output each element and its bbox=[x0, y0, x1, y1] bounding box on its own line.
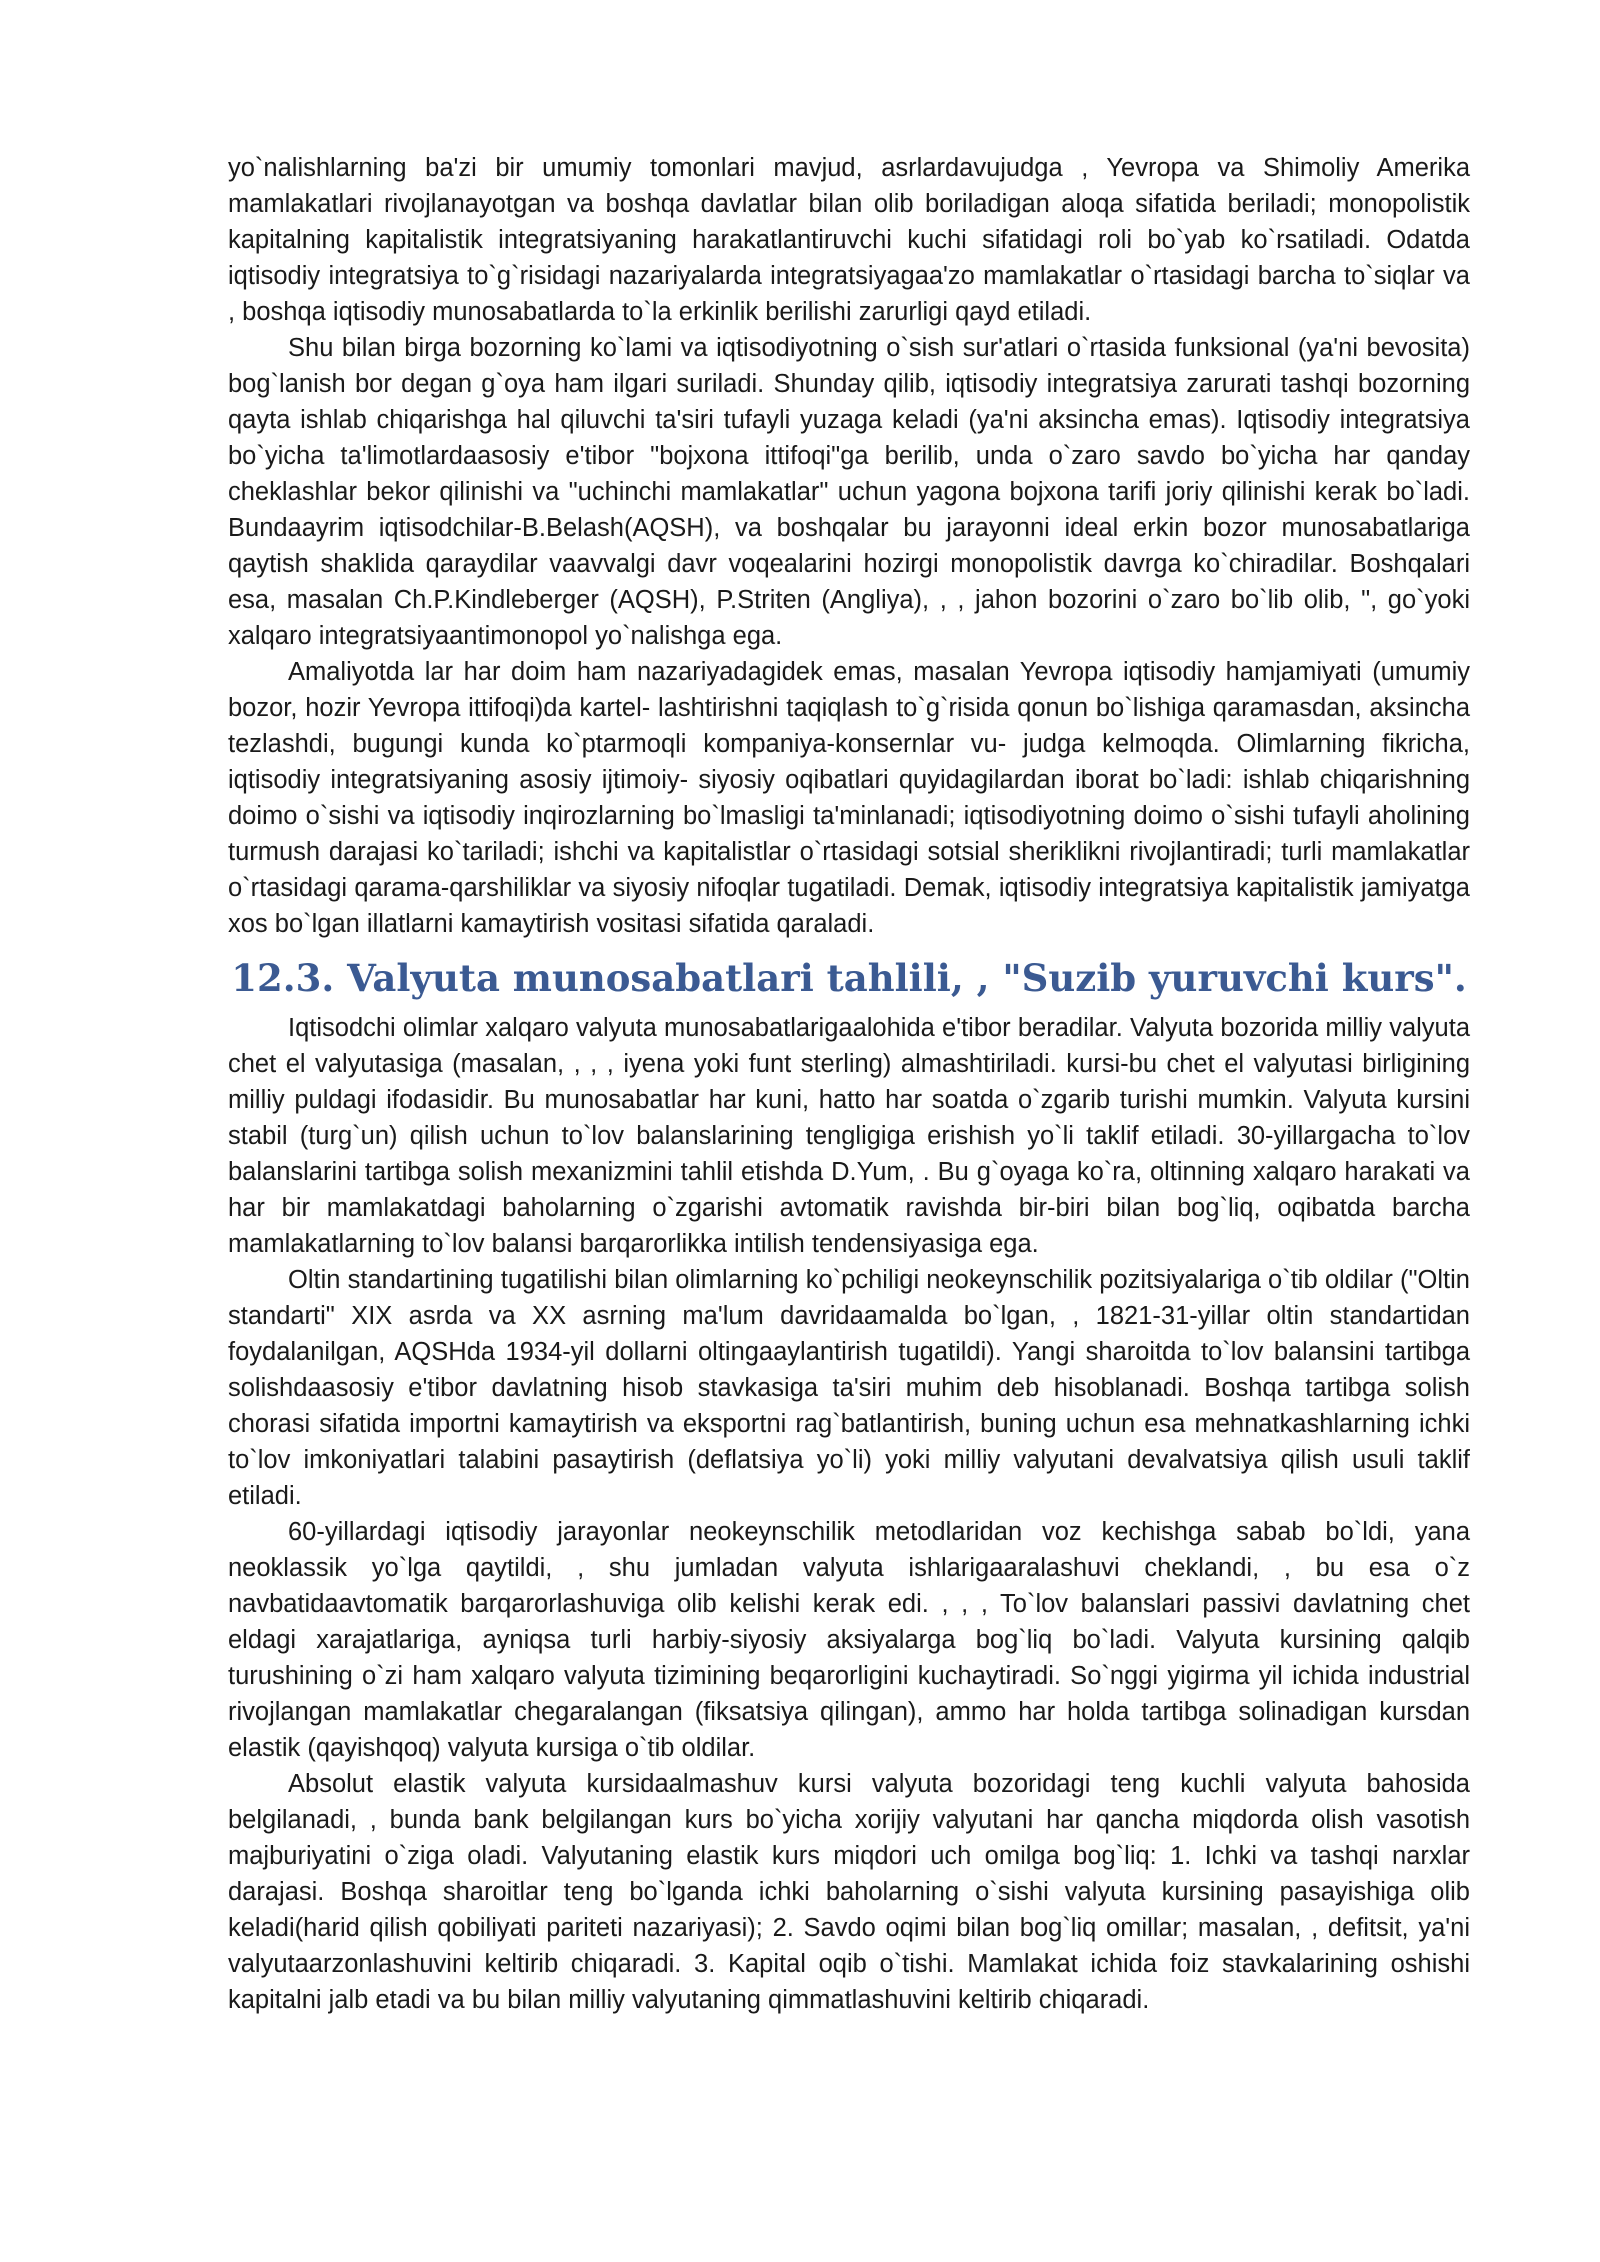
paragraph-sixties: 60-yillardagi iqtisodiy jarayonlar neokeynschilik metodlaridan voz kechishga sabab bo`ldi, yana neoklassik yo`lga qaytildi, , shu jumladan valyuta ishlarigaaralashuvi cheklandi, , bu esa o`z navbatidaavtomatik barqarorlashuviga olib kelishi kerak edi. , , , To`lov balanslari passivi davlatning chet eldagi xarajatlariga, ayniqsa turli harbiy-siyosiy aksiyalarga bog`liq bo`ladi. Valyuta kursining qalqib turushining o`zi ham xalqaro valyuta tizimining beqarorligini kuchaytiradi. So`nggi yigirma yil ichida industrial rivojlangan mamlakatlar chegaralangan (fiksatsiya qilingan), ammo har holda tartibga solinadigan kursdan elastik (qayishqoq) valyuta kursiga o`tib oldilar. bbox=[228, 1518, 1470, 1762]
paragraph-currency-relations: Iqtisodchi olimlar xalqaro valyuta munosabatlarigaalohida e'tibor beradilar. Valyuta bozorida milliy valyuta chet el valyutasiga (masalan, , , , iyena yoki funt sterling) almashtiriladi. kursi-bu chet el valyutasi birligining milliy puldagi ifodasidir. Bu munosabatlar har kuni, hatto har soatda o`zgarib turishi mumkin. Valyuta kursini stabil (turg`un) qilish uchun to`lov balanslarining tengligiga erishish yo`li taklif etiladi. 30-yillargacha to`lov balanslarini tartibga solish mexanizmini tahlil etishda D.Yum, . Bu g`oyaga ko`ra, oltinning xalqaro harakati va har bir mamlakatdagi baholarning o`zgarishi avtomatik ravishda bir-biri bilan bog`liq, oqibatda barcha mamlakatlarning to`lov balansi barqarorlikka intilish tendensiyasiga ega. bbox=[228, 1014, 1470, 1258]
paragraph-practice: Amaliyotda lar har doim ham nazariyadagidek emas, masalan Yevropa iqtisodiy hamjamiyati (umumiy bozor, hozir Yevropa ittifoqi)da kartel- lashtirishni taqiqlash to`g`risida qonun bo`lishiga qaramasdan, aksincha tezlashdi, bugungi kunda ko`ptarmoqli kompaniya-konsernlar vu- judga kelmoqda. Olimlarning fikricha, iqtisodiy integratsiyaning asosiy ijtimoiy- siyosiy oqibatlari quyidagilardan iborat bo`ladi: ishlab chiqarishning doimo o`sishi va iqtisodiy inqirozlarning bo`lmasligi ta'minlanadi; iqtisodiyotning doimo o`sishi tufayli aholining turmush darajasi ko`tariladi; ishchi va kapitalistlar o`rtasidagi sotsial sheriklikni rivojlantiradi; turli mamlakatlar o`rtasidagi qarama-qarshiliklar va siyosiy nifoqlar tugatiladi. Demak, iqtisodiy integratsiya kapitalistik jamiyatga xos bo`lgan illatlarni kamaytirish vositasi sifatida qaraladi. bbox=[228, 658, 1470, 938]
paragraph-gold-standard: Oltin standartining tugatilishi bilan olimlarning ko`pchiligi neokeynschilik pozitsiyalariga o`tib oldilar ("Oltin standarti" XIX asrda va XX asrning ma'lum davridaamalda bo`lgan, , 1821-31-yillar oltin standartidan foydalanilgan, AQSHda 1934-yil dollarni oltingaaylantirish tugatildi). Yangi sharoitda to`lov balansini tartibga solishdaasosiy e'tibor davlatning hisob stavkasiga ta'siri muhim deb hisoblanadi. Boshqa tartibga solish chorasi sifatida importni kamaytirish va eksportni rag`batlantirish, buning uchun esa mehnatkashlarning ichki to`lov imkoniyatlari talabini pasaytirish (deflatsiya yo`li) yoki milliy valyutani devalvatsiya qilish usuli taklif etiladi. bbox=[228, 1266, 1470, 1510]
section-heading: 12.3. Valyuta munosabatlari tahlili, , "Suzib yuruvchi kurs". bbox=[231, 956, 1467, 1000]
paragraph-market-scale: Shu bilan birga bozorning ko`lami va iqtisodiyotning o`sish sur'atlari o`rtasida funksional (ya'ni bevosita) bog`lanish bor degan g`oya ham ilgari suriladi. Shunday qilib, iqtisodiy integratsiya zarurati tashqi bozorning qayta ishlab chiqarishga hal qiluvchi ta'siri tufayli yuzaga keladi (ya'ni aksincha emas). Iqtisodiy integratsiya bo`yicha ta'limotlardaasosiy e'tibor "bojxona ittifoqi"ga berilib, unda o`zaro savdo bo`yicha har qanday cheklashlar bekor qilinishi va "uchinchi mamlakatlar" uchun yagona bojxona tarifi joriy qilinishi kerak bo`ladi. Bundaayrim iqtisodchilar-B.Belash(AQSH), va boshqalar bu jarayonni ideal erkin bozor munosabatlariga qaytish shaklida qaraydilar vaavvalgi davr voqealarini hozirgi monopolistik davrga ko`chiradilar. Boshqalari esa, masalan Ch.P.Kindleberger (AQSH), P.Striten (Angliya), , , jahon bozorini o`zaro bo`lib olib, ", go`yoki xalqaro integratsiyaantimonopol yo`nalishga ega. bbox=[228, 334, 1470, 650]
paragraph-integration-theories: yo`nalishlarning ba'zi bir umumiy tomonlari mavjud, asrlardavujudga , Yevropa va Shimoliy Amerika mamlakatlari rivojlanayotgan va boshqa davlatlar bilan olib boriladigan aloqa sifatida beriladi; monopolistik kapitalning kapitalistik integratsiyaning harakatlantiruvchi kuchi sifatidagi roli bo`yab ko`rsatiladi. Odatda iqtisodiy integratsiya to`g`risidagi nazariyalarda integratsiyagaa'zo mamlakatlar o`rtasidagi barcha to`siqlar va , boshqa iqtisodiy munosabatlarda to`la erkinlik berilishi zarurligi qayd etiladi. bbox=[228, 154, 1470, 326]
paragraph-elastic-rate: Absolut elastik valyuta kursidaalmashuv kursi valyuta bozoridagi teng kuchli valyuta bahosida belgilanadi, , bunda bank belgilangan kurs bo`yicha xorijiy valyutani har qancha miqdorda olish vasotish majburiyatini o`ziga oladi. Valyutaning elastik kurs miqdori uch omilga bog`liq: 1. Ichki va tashqi narxlar darajasi. Boshqa sharoitlar teng bo`lganda ichki baholarning o`sishi valyuta kursining pasayishiga olib keladi(harid qilish qobiliyati pariteti nazariyasi); 2. Savdo oqimi bilan bog`liq omillar; masalan, , defitsit, ya'ni valyutaarzonlashuvini keltirib chiqaradi. 3. Kapital oqib o`tishi. Mamlakat ichida foiz stavkalarining oshishi kapitalni jalb etadi va bu bilan milliy valyutaning qimmatlashuvini keltirib chiqaradi. bbox=[228, 1770, 1470, 2014]
document-page bbox=[228, 150, 1470, 2018]
